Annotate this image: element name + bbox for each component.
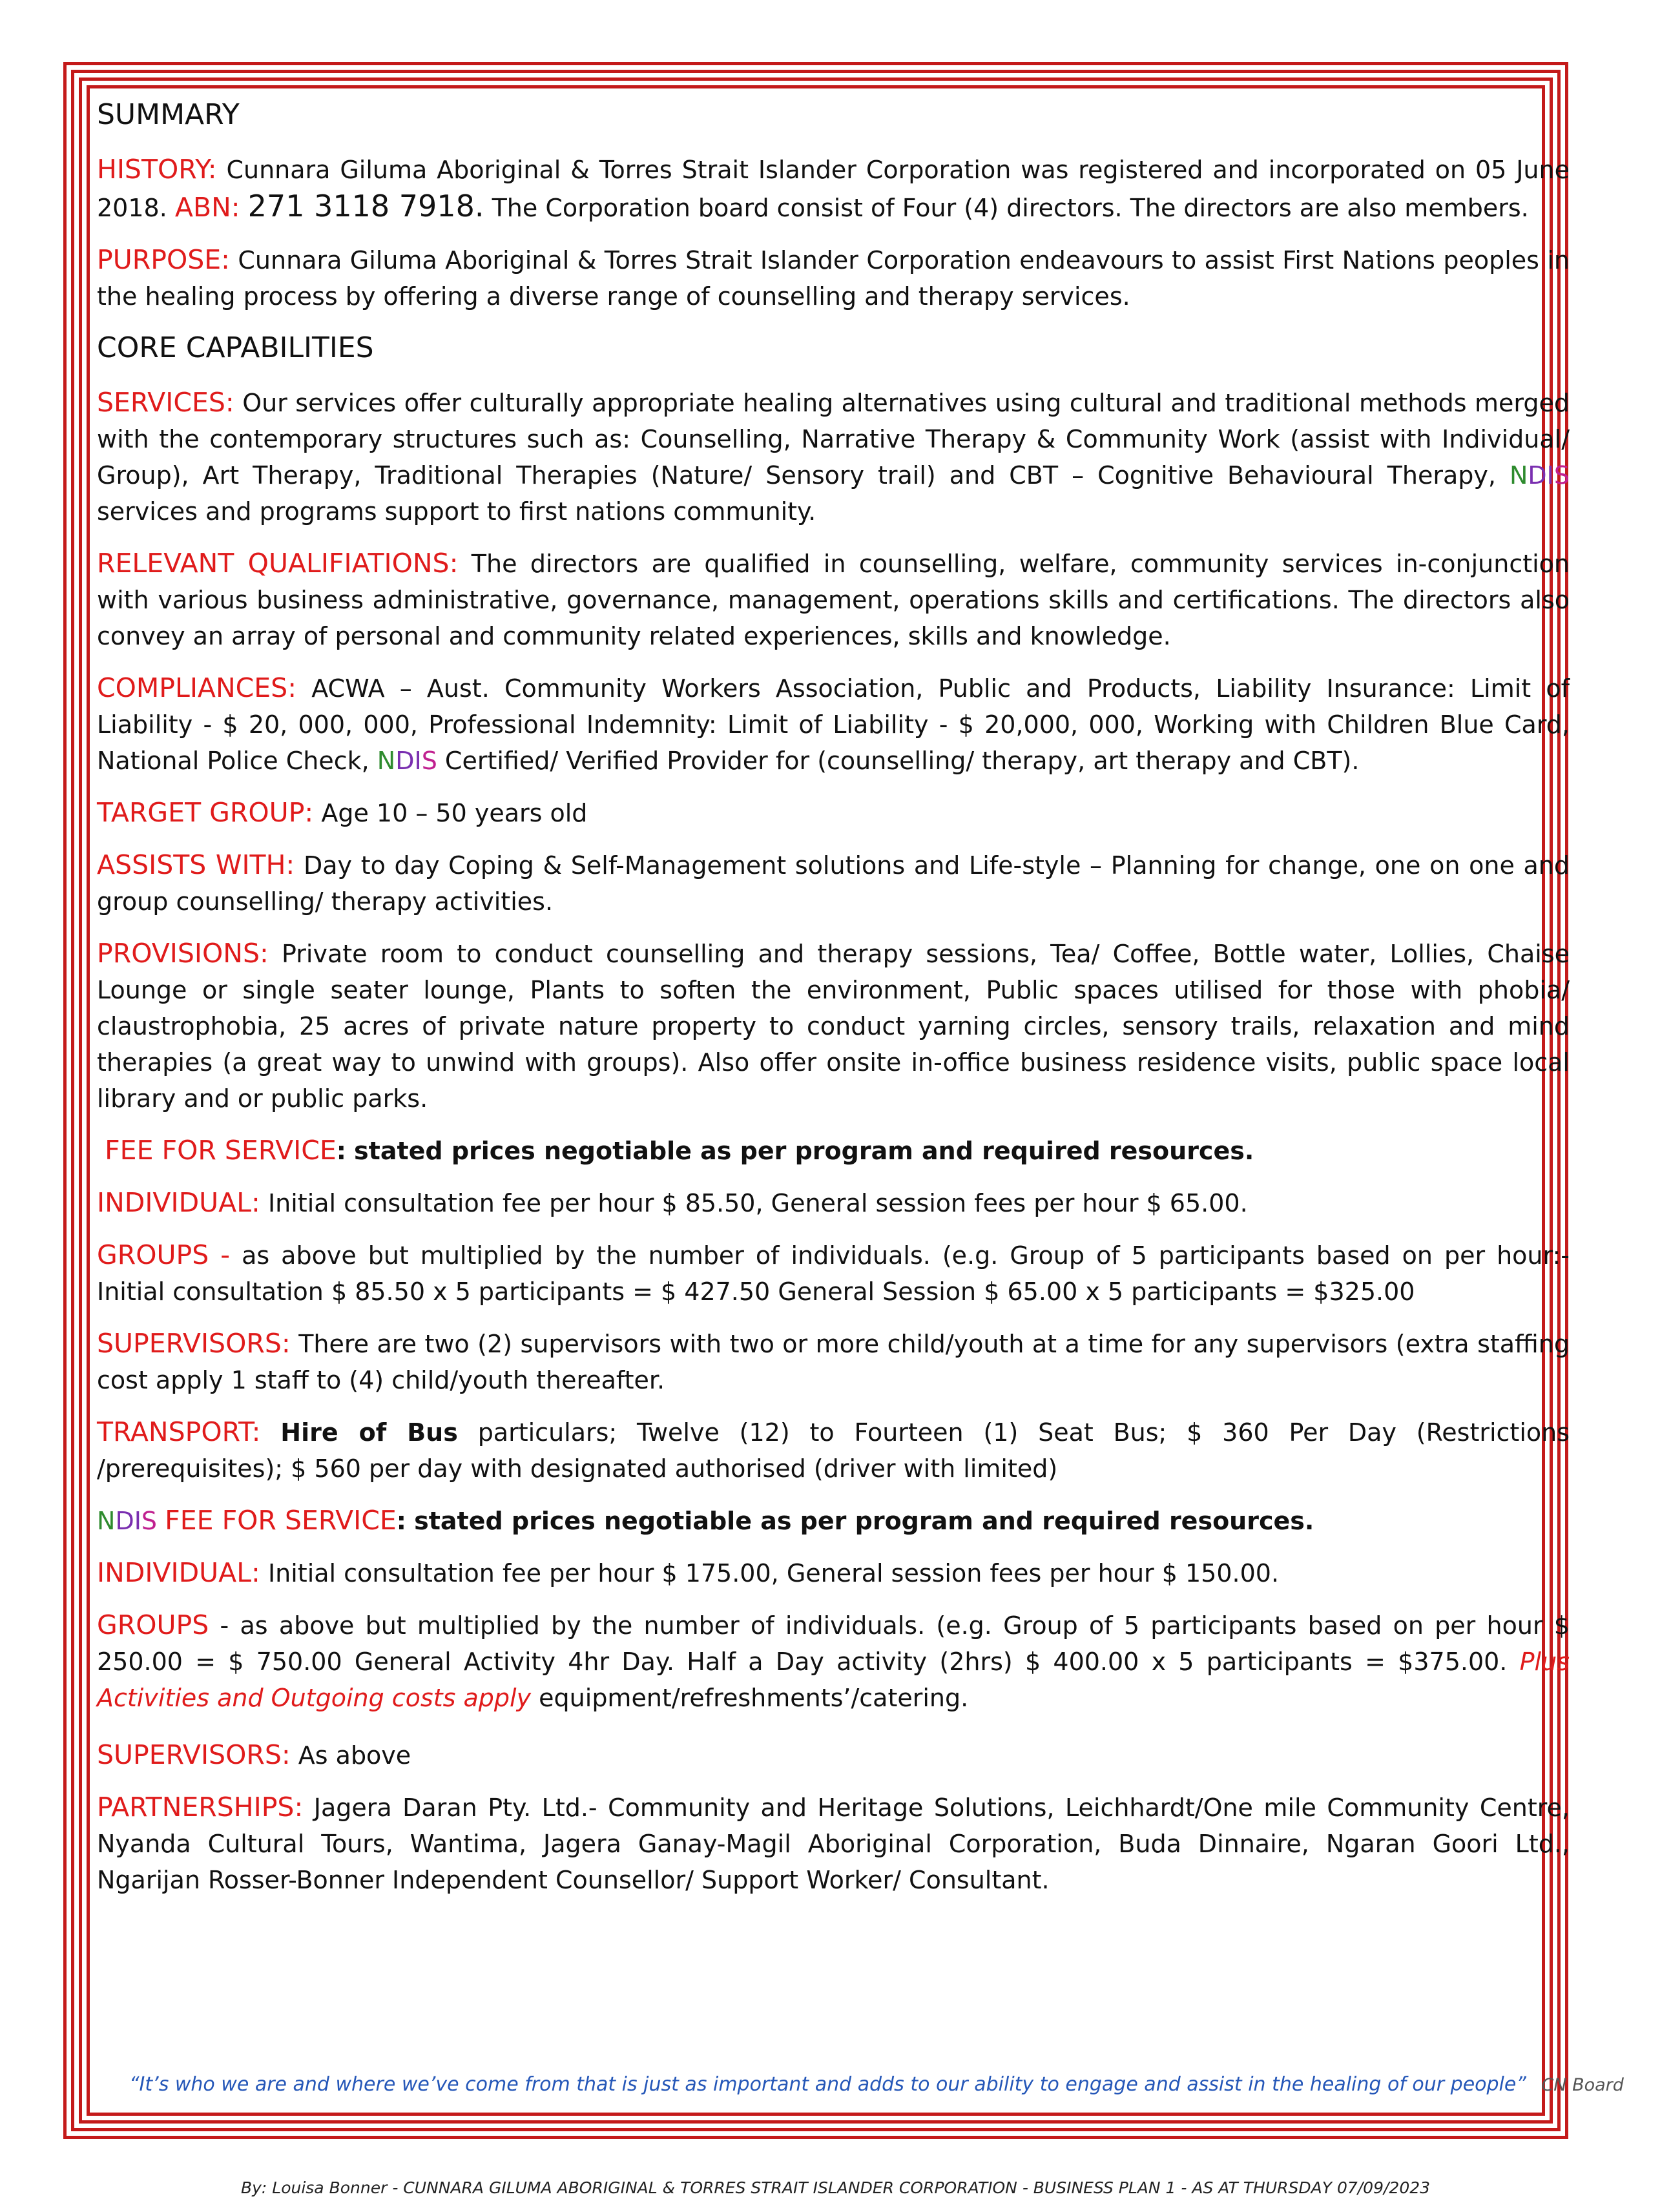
history-label: HISTORY: [97,154,217,185]
page-footer: By: Louisa Bonner - CUNNARA GILUMA ABORIGINAL & TORRES STRAIT ISLANDER CORPORATION - BUSINESS PLAN 1 - AS AT THURSDAY 07/09/2023 [240,2178,1431,2197]
provisions-section [97,935,1570,1117]
services-label: SERVICES: [97,387,234,418]
groups-text: as above but multiplied by the number of individuals. (e.g. Group of 5 participants based on per hour:- Initial consultation $ 85.50 x 5 participants = $ 427.50 General Session $ 65.00 x 5 participants = $325.00 [97,1241,1570,1306]
history-text-2: The Corporation board consist of Four (4) directors. The directors are also members. [492,194,1529,222]
compliances-section [97,670,1570,779]
document-body [97,97,1570,1914]
board-quote [129,2073,1624,2096]
ndis-fee-section: NDIS FEE FOR SERVICE: stated prices negotiable as per program and required resources. [97,1505,1314,1536]
qualifications-text: The directors are qualified in counselling, welfare, community services in-conjunction with various business administrative, governance, management, operations skills and certifications. The directors also convey an array of personal and community related experiences, skills and knowledge. [97,550,1570,650]
ndis-groups-italic: Plus Activities and Outgoing costs apply [97,1648,1570,1712]
individual-fee-section [97,1184,1570,1221]
ndis-groups-label: GROUPS [97,1609,209,1640]
history-section [97,151,1570,226]
abn-label: ABN: [174,192,240,223]
purpose-section [97,242,1570,315]
ndis-individual-section [97,1555,1570,1591]
fee-label: FEE FOR SERVICE [105,1135,337,1166]
supervisors-section [97,1325,1570,1398]
fee-text: stated prices negotiable as per program and required resources. [354,1137,1254,1165]
services-section [97,384,1570,530]
provisions-label: PROVISIONS: [97,938,269,969]
ndis-groups-text-2: equipment/refreshments’/catering. [539,1684,969,1712]
purpose-label: PURPOSE: [97,244,230,275]
compliances-text-2: Certified/ Verified Provider for (counselling/ therapy, art therapy and CBT). [444,747,1360,775]
ndis-fee-label: FEE FOR SERVICE [165,1505,397,1536]
purpose-text: Cunnara Giluma Aboriginal & Torres Strait Islander Corporation endeavours to assist First Nations peoples in the healing process by offering a diverse range of counselling and therapy services. [97,246,1570,311]
transport-text: particulars; Twelve (12) to Fourteen (1) Seat Bus; $ 360 Per Day (Restrictions /prerequisites); $ 560 per day with designated authorised (driver with limited) [97,1418,1570,1483]
target-group-section [97,794,1570,831]
transport-label: TRANSPORT: [97,1416,261,1447]
transport-section [97,1414,1570,1487]
services-text: Our services offer culturally appropriate healing alternatives using cultural and traditional methods merged with the contemporary structures such as: Counselling, Narrative Therapy & Community Work (assist with Individual/ Group), Art Therapy, Traditional Therapies (Nature/ Sensory trail) and CBT – Cognitive Behavioural Therapy, [97,389,1570,490]
individual-label: INDIVIDUAL: [97,1187,260,1218]
services-text-2: services and programs support to first nations community. [97,497,816,526]
ndis-logo-text: NDIS [97,1507,158,1535]
provisions-text: Private room to conduct counselling and therapy sessions, Tea/ Coffee, Bottle water, Lollies, Chaise Lounge or single seater lounge, Plants to soften the environment, Public spaces utilised for those with phobia/ claustrophobia, 25 acres of private nature property to conduct yarning circles, sensory trails, relaxation and mind therapies (a great way to unwind with groups). Also offer onsite in-office business residence visits, public space local library and or public parks. [97,940,1570,1113]
assists-label: ASSISTS WITH: [97,849,295,880]
quote-signature: CN Board [1541,2075,1624,2095]
supervisors-label: SUPERVISORS: [97,1328,291,1359]
history-text: Cunnara Giluma Aboriginal & Torres Strait Islander Corporation was registered and incorporated on 05 June 2018. [97,156,1570,222]
qualifications-section [97,545,1570,654]
target-text: Age 10 – 50 years old [321,799,588,827]
qualifications-label: RELEVANT QUALIFIATIONS: [97,548,459,579]
quote-text: “It’s who we are and where we’ve come from that is just as important and adds to our ability to engage and assist in the healing of our people” [129,2073,1526,2096]
target-label: TARGET GROUP: [97,797,314,828]
ndis-supervisors-text: As above [298,1741,411,1770]
ndis-logo-text: NDIS [1509,461,1570,490]
partnerships-section [97,1789,1570,1898]
fee-section: FEE FOR SERVICE: stated prices negotiable as per program and required resources. [105,1135,1254,1166]
supervisors-text: There are two (2) supervisors with two or more child/youth at a time for any supervisors (extra staffing cost apply 1 staff to (4) child/youth thereafter. [97,1330,1570,1394]
partnerships-text: Jagera Daran Pty. Ltd.- Community and Heritage Solutions, Leichhardt/One mile Community Centre, Nyanda Cultural Tours, Wantima, Jagera Ganay-Magil Aboriginal Corporation, Buda Dinnaire, Ngaran Goori Ltd., Ngarijan Rosser-Bonner Independent Counsellor/ Support Worker/ Consultant. [97,1793,1570,1894]
summary-heading: SUMMARY [97,98,240,131]
compliances-label: COMPLIANCES: [97,672,297,703]
ndis-fee-text: stated prices negotiable as per program and required resources. [414,1507,1314,1535]
transport-bold: Hire of Bus [280,1418,458,1447]
assists-text: Day to day Coping & Self-Management solutions and Life-style – Planning for change, one on one and group counselling/ therapy activities. [97,851,1570,916]
abn-value: 271 3118 7918. [247,189,484,223]
ndis-individual-text: Initial consultation fee per hour $ 175.00, General session fees per hour $ 150.00. [267,1559,1280,1587]
ndis-groups-text: - as above but multiplied by the number of individuals. (e.g. Group of 5 participants based on per hour $ 250.00 = $ 750.00 General Activity 4hr Day. Half a Day activity (2hrs) $ 400.00 x 5 participants = $375.00. [97,1611,1570,1676]
partnerships-label: PARTNERSHIPS: [97,1792,304,1823]
ndis-supervisors-section [97,1737,1570,1773]
ndis-supervisors-label: SUPERVISORS: [97,1739,291,1770]
ndis-logo-text: NDIS [377,747,437,775]
individual-text: Initial consultation fee per hour $ 85.50, General session fees per hour $ 65.00. [267,1189,1248,1217]
ndis-individual-label: INDIVIDUAL: [97,1557,260,1588]
groups-label: GROUPS [97,1239,209,1270]
compliances-text: ACWA – Aust. Community Workers Association, Public and Products, Liability Insurance: Limit of Liability - $ 20, 000, 000, Professional Indemnity: Limit of Liability - $ 20,000, 000, Working with Children Blue Card, National Police Check, [97,674,1570,775]
groups-fee-section: GROUPS - as above but multiplied by the number of individuals. (e.g. Group of 5 participants based on per hour:- Initial consultation $ 85.50 x 5 participants = $ 427.50 General Session $ 65.00 x 5 participants = $325.00 [97,1239,1570,1306]
ndis-groups-section [97,1607,1570,1716]
core-capabilities-heading: CORE CAPABILITIES [97,331,374,364]
assists-section [97,847,1570,920]
